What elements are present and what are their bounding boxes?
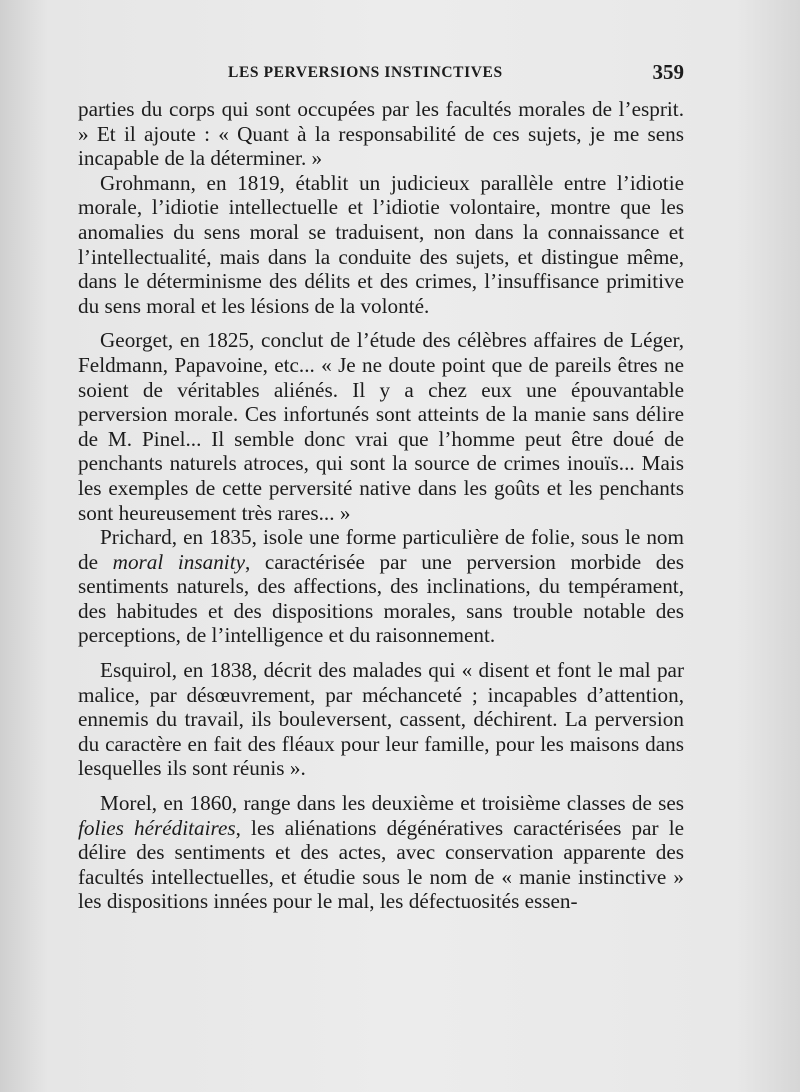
text-segment: , caractérisée par une perversion morbide des sentiments naturels, des affections, des inclinations, du tempérament, des habitudes et des dispositions morales, sans trouble notable des perceptions, de l’intelligence et du raisonnement.	[78, 549, 684, 648]
page-number: 359	[652, 60, 684, 84]
paragraph-georget	[78, 328, 684, 525]
paragraph-continuation	[78, 97, 684, 171]
text-segment: , les aliénations dégénératives caractérisées par le délire des sentiments et des actes, avec conservation apparente des facultés intellectuelles, et étudie sous le nom de « manie instinctive » les dispositions innées pour le mal, les défectuosités essen-	[78, 815, 684, 914]
running-head	[78, 60, 684, 90]
text-segment: Georget, en 1825, conclut de l’étude des célèbres affaires de Léger, Feldmann, Papavoine, etc... « Je ne doute point que de pareils êtres ne soient de véritables aliénés. Il y a chez eux une épouvantable perversion morale. Ces infortunés sont atteints de la manie sans délire de M. Pinel... Il semble donc vrai que l’homme peut être doué de penchants naturels atroces, qui sont la source de crimes inouïs... Mais les exemples de cette perversité native dans les goûts et les penchants sont heureusement très rares... »	[78, 328, 684, 525]
text-segment: parties du corps qui sont occupées par les facultés morales de l’esprit. » Et il ajoute : « Quant à la responsabilité de ces sujets, je me sens incapable de la déterminer. »	[78, 97, 684, 171]
text-segment: Morel, en 1860, range dans les deuxième et troisième classes de ses	[100, 791, 684, 816]
paragraph-esquirol	[78, 658, 684, 781]
paragraph-morel	[78, 791, 684, 914]
italic-term: folies héréditaires	[78, 815, 236, 840]
body-text	[78, 97, 684, 914]
paragraph-prichard	[78, 525, 684, 648]
running-title: LES PERVERSIONS INSTINCTIVES	[228, 64, 503, 81]
text-segment: Grohmann, en 1819, établit un judicieux parallèle entre l’idiotie morale, l’idiotie intellectuelle et l’idiotie volontaire, montre que les anomalies du sens moral se traduisent, non dans la connaissance et l’intellectualité, mais dans la conduite des sujets, et distingue même, dans le déterminisme des délits et des crimes, l’insuffisance primitive du sens moral et les lésions de la volonté.	[78, 170, 684, 318]
italic-term: moral insanity	[112, 549, 245, 574]
text-segment: Prichard, en 1835, isole une forme particulière de folie, sous le nom de	[78, 525, 684, 574]
paragraph-grohmann	[78, 171, 684, 319]
text-segment: Esquirol, en 1838, décrit des malades qui « disent et font le mal par malice, par désœuvrement, par méchanceté ; incapables d’attention, ennemis du travail, ils bouleversent, cassent, déchirent. La perversion du caractère en fait des fléaux pour leur famille, pour les maisons dans lesquelles ils sont réunis ».	[78, 658, 684, 781]
